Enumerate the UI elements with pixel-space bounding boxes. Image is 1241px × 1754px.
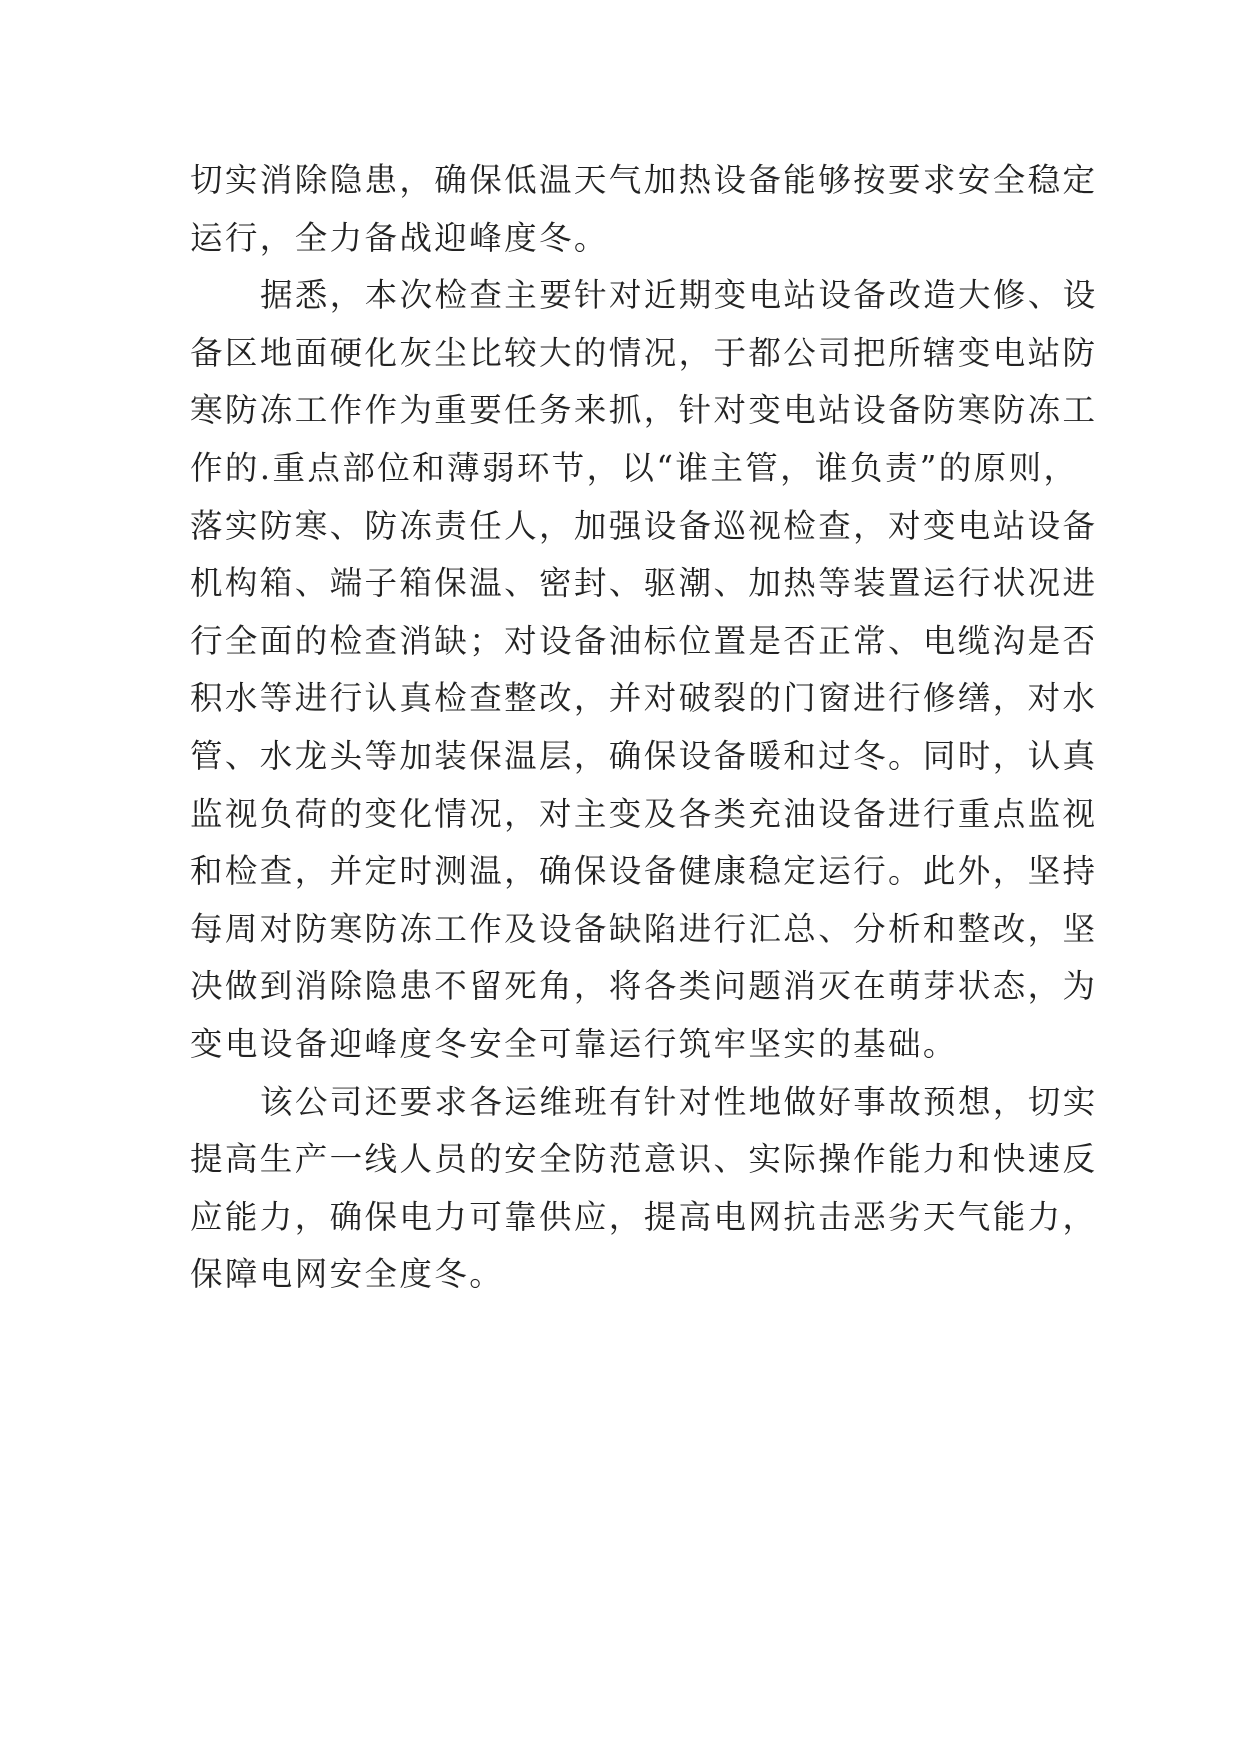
text-line: 每周对防寒防冻工作及设备缺陷进行汇总、分析和整改，坚 (190, 909, 1098, 948)
text-line: 机构箱、端子箱保温、密封、驱潮、加热等装置运行状况进 (190, 564, 1098, 603)
text-line: 保障电网安全度冬。 (190, 1255, 505, 1294)
body-text (190, 152, 1098, 1304)
text-line: 应能力，确保电力可靠供应，提高电网抗击恶劣天气能力， (190, 1197, 1098, 1236)
text-line: 运行，全力备战迎峰度冬。 (190, 218, 609, 257)
text-line: 决做到消除隐患不留死角，将各类问题消灭在萌芽状态，为 (190, 967, 1098, 1006)
text-line: 备区地面硬化灰尘比较大的情况，于都公司把所辖变电站防 (190, 333, 1098, 372)
text-line: 提高生产一线人员的安全防范意识、实际操作能力和快速反 (190, 1140, 1098, 1179)
text-line: 寒防冻工作作为重要任务来抓，针对变电站设备防寒防冻工 (190, 391, 1098, 430)
text-line: 管、水龙头等加装保温层，确保设备暖和过冬。同时，认真 (190, 736, 1098, 775)
paragraph-first-line: 该公司还要求各运维班有针对性地做好事故预想，切实 (260, 1082, 1098, 1121)
text-line: 行全面的检查消缺；对设备油标位置是否正常、电缆沟是否 (190, 621, 1098, 660)
text-line: 和检查，并定时测温，确保设备健康稳定运行。此外，坚持 (190, 852, 1098, 891)
text-line: 作的.重点部位和薄弱环节，以“谁主管，谁负责”的原则， (190, 448, 1079, 487)
text-line: 切实消除隐患，确保低温天气加热设备能够按要求安全稳定 (190, 161, 1098, 199)
text-line: 变电设备迎峰度冬安全可靠运行筑牢坚实的基础。 (190, 1024, 958, 1063)
text-line: 落实防寒、防冻责任人，加强设备巡视检查，对变电站设备 (190, 506, 1098, 545)
text-line: 积水等进行认真检查整改，并对破裂的门窗进行修缮，对水 (190, 679, 1098, 718)
text-line: 监视负荷的变化情况，对主变及各类充油设备进行重点监视 (190, 794, 1098, 833)
paragraph-first-line: 据悉，本次检查主要针对近期变电站设备改造大修、设 (260, 276, 1098, 315)
